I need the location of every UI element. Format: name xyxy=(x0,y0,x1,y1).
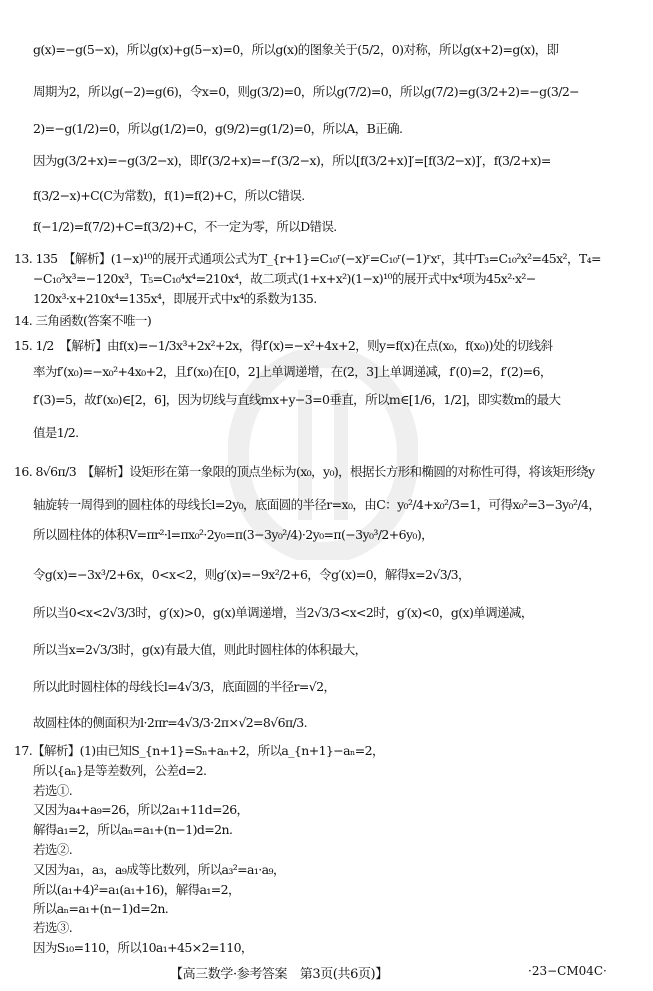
text-line: 所以圆柱体的体积V=πr²·l=πx₀²·2y₀=π(3−3y₀²/4)·2y₀=π(−3y₀³/2+6y₀)， xyxy=(33,527,434,542)
text-line: 又因为a₁，a₃，a₉成等比数列，所以a₃²=a₁·a₉， xyxy=(33,862,285,877)
text-line: g(x)=−g(5−x)，所以g(x)+g(5−x)=0，所以g(x)的图象关于(5/2，0)对称，所以g(x+2)=g(x)，即 xyxy=(33,42,559,57)
text-line: 120x³·x+210x⁴=135x⁴，即展开式中x⁴的系数为135. xyxy=(33,291,317,306)
question-13-line: 13. 135 【解析】(1−x)¹⁰的展开式通项公式为T_{r+1}=C₁₀ʳ(−x)ʳ=C₁₀ʳ(−1)ʳxʳ，其中T₃=C₁₀²x²=45x²，T₄= xyxy=(14,251,601,266)
text-line: f′(3)=5，故f′(x₀)∈[2，6]，因为切线与直线mx+y−3=0垂直，所以m∈[1/6，1/2]，即实数m的最大 xyxy=(33,392,561,407)
text-line: 2)=−g(1/2)=0，所以g(1/2)=0，g(9/2)=g(1/2)=0，所以A，B正确. xyxy=(33,121,403,136)
text-line: 所以aₙ=a₁+(n−1)d=2n. xyxy=(33,901,169,916)
text-line: 周期为2，所以g(−2)=g(6)，令x=0，则g(3/2)=0，所以g(7/2)=0，所以g(7/2)=g(3/2+2)=−g(3/2− xyxy=(33,84,580,99)
question-14-line: 14. 三角函数(答案不唯一) xyxy=(14,313,152,328)
text-line: 令g(x)=−3x³/2+6x，0<x<2，则g′(x)=−9x²/2+6，令g′(x)=0，解得x=2√3/3， xyxy=(33,567,470,582)
text-line: −C₁₀³x³=−120x³，T₅=C₁₀⁴x⁴=210x⁴，故二项式(1+x+x²)(1−x)¹⁰的展开式中x⁴项为45x²·x²− xyxy=(33,271,536,286)
text-line: 又因为a₄+a₉=26，所以2a₁+11d=26， xyxy=(33,802,249,817)
document-code: ·23−CM04C· xyxy=(528,964,607,978)
text-line: 所以当x=2√3/3时，g(x)有最大值，则此时圆柱体的体积最大， xyxy=(33,642,367,657)
text-line: 因为g(3/2+x)=−g(3/2−x)，即f′(3/2+x)=−f′(3/2−x)，所以[f(3/2+x)]′=[f(3/2−x)]′，f(3/2+x)= xyxy=(33,153,551,168)
text-line: 若选①. xyxy=(33,783,73,798)
text-line: f(3/2−x)+C(C为常数)，f(1)=f(2)+C，所以C错误. xyxy=(33,188,305,203)
text-line: 所以(a₁+4)²=a₁(a₁+16)，解得a₁=2， xyxy=(33,882,240,897)
question-17-line: 17.【解析】(1)由已知S_{n+1}=Sₙ+aₙ+2，所以a_{n+1}−aₙ=2， xyxy=(14,743,384,758)
text-line: 若选③. xyxy=(33,920,73,935)
text-line: 所以此时圆柱体的母线长l=4√3/3，底面圆的半径r=√2， xyxy=(33,679,336,694)
text-line: 所以当0<x<2√3/3时，g′(x)>0，g(x)单调递增，当2√3/3<x<2时，g′(x)<0，g(x)单调递减， xyxy=(33,605,533,620)
text-line: 若选②. xyxy=(33,842,73,857)
text-line: 因为S₁₀=110，所以10a₁+45×2=110， xyxy=(33,940,253,955)
text-line: 率为f′(x₀)=−x₀²+4x₀+2，且f′(x₀)在[0，2]上单调递增，在(2，3]上单调递减，f′(0)=2，f′(2)=6， xyxy=(33,364,552,379)
page-footer: 【高三数学·参考答案 第3页(共6页)】 xyxy=(170,967,388,982)
text-line: 轴旋转一周得到的圆柱体的母线长l=2y₀，底面圆的半径r=x₀，由C：y₀²/4+x₀²/3=1，可得x₀²=3−3y₀²/4， xyxy=(33,497,601,512)
question-15-line: 15. 1/2 【解析】由f(x)=−1/3x³+2x²+2x，得f′(x)=−x²+4x+2，则y=f(x)在点(x₀，f(x₀))处的切线斜 xyxy=(14,338,553,353)
text-line: 故圆柱体的侧面积为l·2πr=4√3/3·2π×√2=8√6π/3. xyxy=(33,715,307,730)
text-line: 解得a₁=2，所以aₙ=a₁+(n−1)d=2n. xyxy=(33,822,233,837)
text-line: 值是1/2. xyxy=(33,425,79,440)
text-line: 所以{aₙ}是等差数列，公差d=2. xyxy=(33,763,207,778)
question-16-line: 16. 8√6π/3 【解析】设矩形在第一象限的顶点坐标为(x₀，y₀)，根据长方形和椭圆的对称性可得，将该矩形绕y xyxy=(14,464,595,479)
text-line: f(−1/2)=f(7/2)+C=f(3/2)+C，不一定为零，所以D错误. xyxy=(33,219,337,234)
